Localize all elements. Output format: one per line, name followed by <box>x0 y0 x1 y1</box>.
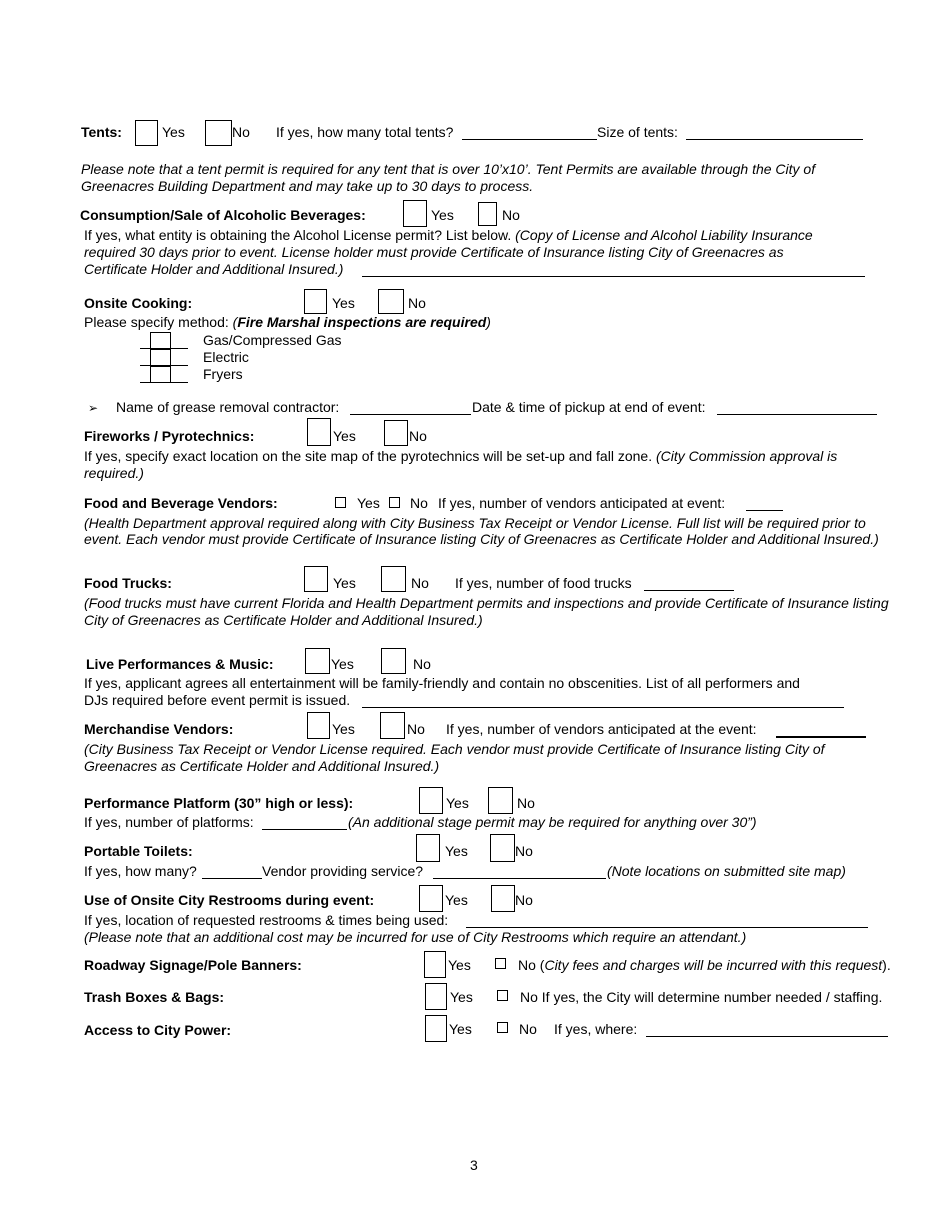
power-no-checkbox[interactable] <box>497 1022 508 1033</box>
tents-size-field[interactable] <box>686 139 863 140</box>
tents-note-line1: Please note that a tent permit is required for any tent that is over 10’x10’. Tent Permits are available through the City of <box>81 161 816 177</box>
merch-label: Merchandise Vendors: <box>84 721 234 737</box>
power-where-field[interactable] <box>646 1036 888 1037</box>
fireworks-note-line2: required.) <box>84 465 144 481</box>
food-vendors-note-line2: event. Each vendor must provide Certificate of Insurance listing City of Greenacres as Certificate Holder and Additional Insured.) <box>84 531 879 547</box>
power-label: Access to City Power: <box>84 1022 232 1038</box>
platform-count-label: If yes, number of platforms: <box>84 814 254 830</box>
food-vendors-yes-checkbox[interactable] <box>335 497 346 508</box>
restrooms-location-label: If yes, location of requested restrooms & times being used: <box>84 912 449 928</box>
platform-yes-label: Yes <box>446 795 469 811</box>
platform-no-label: No <box>517 795 535 811</box>
food-trucks-note-line2: City of Greenacres as Certificate Holder and Additional Insured.) <box>84 612 483 628</box>
trash-no-text: No If yes, the City will determine number needed / staffing. <box>520 989 883 1005</box>
merch-no-label: No <box>407 721 425 737</box>
food-vendors-count-field[interactable] <box>746 510 783 511</box>
food-vendors-no-label: No <box>410 495 428 511</box>
merch-count-field[interactable] <box>776 736 866 738</box>
tents-no-checkbox[interactable] <box>205 120 232 146</box>
grease-contractor-field[interactable] <box>350 414 471 415</box>
food-trucks-no-checkbox[interactable] <box>381 566 406 592</box>
fryers-label: Fryers <box>203 366 243 382</box>
restrooms-yes-checkbox[interactable] <box>419 885 443 912</box>
food-trucks-label: Food Trucks: <box>84 575 172 591</box>
tents-count-field[interactable] <box>462 139 597 140</box>
restrooms-no-label: No <box>515 892 533 908</box>
toilets-count-field[interactable] <box>202 878 262 879</box>
merch-note-line2: Greenacres as Certificate Holder and Additional Insured.) <box>84 758 440 774</box>
tents-yes-label: Yes <box>162 124 185 140</box>
power-yes-checkbox[interactable] <box>425 1015 447 1042</box>
food-trucks-no-label: No <box>411 575 429 591</box>
power-no-label: No <box>519 1021 537 1037</box>
food-vendors-note-line1: (Health Department approval required along with City Business Tax Receipt or Vendor License. Full list will be required prior to <box>84 515 866 531</box>
alcohol-entity-field[interactable] <box>362 276 865 277</box>
food-trucks-yes-label: Yes <box>333 575 356 591</box>
trash-no-checkbox[interactable] <box>497 990 508 1001</box>
food-vendors-no-checkbox[interactable] <box>389 497 400 508</box>
toilets-note: (Note locations on submitted site map) <box>607 863 846 879</box>
toilets-no-label: No <box>515 843 533 859</box>
merch-yes-checkbox[interactable] <box>307 712 330 739</box>
cooking-yes-label: Yes <box>332 295 355 311</box>
alcohol-question: If yes, what entity is obtaining the Alcohol License permit? List below. (Copy of License and Alcohol Liability Insurance <box>84 227 813 243</box>
toilets-vendor-field[interactable] <box>433 878 606 879</box>
alcohol-yes-checkbox[interactable] <box>403 200 427 227</box>
cooking-label: Onsite Cooking: <box>84 295 193 311</box>
trash-yes-label: Yes <box>450 989 473 1005</box>
power-where-label: If yes, where: <box>554 1021 638 1037</box>
live-no-label: No <box>413 656 431 672</box>
tents-note-line2: Greenacres Building Department and may take up to 30 days to process. <box>81 178 534 194</box>
merch-count-label: If yes, number of vendors anticipated at the event: <box>446 721 757 737</box>
bullet-arrow-icon: ➢ <box>88 401 99 415</box>
power-yes-label: Yes <box>449 1021 472 1037</box>
alcohol-no-checkbox[interactable] <box>478 202 497 226</box>
food-trucks-yes-checkbox[interactable] <box>304 566 328 592</box>
tents-no-label: No <box>232 124 250 140</box>
platform-note: (An additional stage permit may be required for anything over 30”) <box>348 814 757 830</box>
merch-no-checkbox[interactable] <box>380 712 405 739</box>
grease-pickup-field[interactable] <box>717 414 877 415</box>
live-yes-label: Yes <box>331 656 354 672</box>
platform-yes-checkbox[interactable] <box>419 787 443 814</box>
fryers-underline <box>140 382 188 383</box>
page-number: 3 <box>470 1157 478 1173</box>
food-trucks-note-line1: (Food trucks must have current Florida and Health Department permits and inspections and provide Certificate of Insurance listing <box>84 595 889 611</box>
fireworks-yes-label: Yes <box>333 428 356 444</box>
fireworks-label: Fireworks / Pyrotechnics: <box>84 428 255 444</box>
live-line2: DJs required before event permit is issued. <box>84 692 351 708</box>
restrooms-note: (Please note that an additional cost may be incurred for use of City Restrooms which require an attendant.) <box>84 929 747 945</box>
alcohol-note-line3: Certificate Holder and Additional Insured.) <box>84 261 344 277</box>
restrooms-yes-label: Yes <box>445 892 468 908</box>
platform-count-field[interactable] <box>262 829 347 830</box>
grease-pickup-label: Date & time of pickup at end of event: <box>472 399 706 415</box>
live-yes-checkbox[interactable] <box>305 648 330 674</box>
electric-label: Electric <box>203 349 249 365</box>
platform-no-checkbox[interactable] <box>488 787 513 814</box>
electric-checkbox[interactable] <box>150 349 171 366</box>
live-no-checkbox[interactable] <box>381 648 406 674</box>
toilets-how-many-label: If yes, how many? <box>84 863 197 879</box>
fireworks-no-checkbox[interactable] <box>384 420 408 446</box>
live-label: Live Performances & Music: <box>86 656 274 672</box>
signage-label: Roadway Signage/Pole Banners: <box>84 957 302 973</box>
toilets-yes-label: Yes <box>445 843 468 859</box>
gas-checkbox[interactable] <box>150 332 171 349</box>
food-vendors-yes-label: Yes <box>357 495 380 511</box>
food-vendors-label: Food and Beverage Vendors: <box>84 495 278 511</box>
gas-label: Gas/Compressed Gas <box>203 332 342 348</box>
restrooms-label: Use of Onsite City Restrooms during event: <box>84 892 375 908</box>
fryers-checkbox[interactable] <box>150 366 171 383</box>
signage-no-text: No (City fees and charges will be incurred with this request). <box>518 957 891 973</box>
cooking-method-prompt: Please specify method: (Fire Marshal inspections are required) <box>84 314 491 330</box>
live-line1: If yes, applicant agrees all entertainment will be family-friendly and contain no obscenities. List of all performers and <box>84 675 800 691</box>
alcohol-yes-label: Yes <box>431 207 454 223</box>
alcohol-label: Consumption/Sale of Alcoholic Beverages: <box>80 207 366 223</box>
signage-yes-checkbox[interactable] <box>424 951 446 978</box>
toilets-vendor-label: Vendor providing service? <box>262 863 424 879</box>
tents-yes-checkbox[interactable] <box>135 120 158 146</box>
cooking-no-checkbox[interactable] <box>378 289 404 314</box>
restrooms-location-field[interactable] <box>466 927 868 928</box>
food-trucks-count-label: If yes, number of food trucks <box>455 575 632 591</box>
fireworks-yes-checkbox[interactable] <box>307 418 331 446</box>
alcohol-no-label: No <box>502 207 520 223</box>
grease-contractor-label: Name of grease removal contractor: <box>116 399 340 415</box>
food-trucks-count-field[interactable] <box>644 590 734 591</box>
toilets-label: Portable Toilets: <box>84 843 193 859</box>
restrooms-no-checkbox[interactable] <box>491 885 515 912</box>
trash-yes-checkbox[interactable] <box>425 983 447 1010</box>
cooking-yes-checkbox[interactable] <box>304 289 327 314</box>
cooking-no-label: No <box>408 295 426 311</box>
alcohol-note-line2: required 30 days prior to event. License holder must provide Certificate of Insurance listing City of Greenacres as <box>84 244 784 260</box>
trash-label: Trash Boxes & Bags: <box>84 989 225 1005</box>
signage-no-checkbox[interactable] <box>495 958 506 969</box>
live-performers-field[interactable] <box>362 707 844 708</box>
fireworks-no-label: No <box>409 428 427 444</box>
food-vendors-count-label: If yes, number of vendors anticipated at event: <box>438 495 726 511</box>
tents-size-label: Size of tents: <box>597 124 678 140</box>
merch-yes-label: Yes <box>332 721 355 737</box>
merch-note-line1: (City Business Tax Receipt or Vendor License required. Each vendor must provide Certificate of Insurance listing City of <box>84 741 825 757</box>
tents-label: Tents: <box>81 124 122 140</box>
tents-how-many-label: If yes, how many total tents? <box>276 124 454 140</box>
platform-label: Performance Platform (30” high or less): <box>84 795 354 811</box>
signage-yes-label: Yes <box>448 957 471 973</box>
toilets-no-checkbox[interactable] <box>490 834 515 862</box>
fireworks-question: If yes, specify exact location on the site map of the pyrotechnics will be set-up and fall zone. (City Commission approval is <box>84 448 838 464</box>
toilets-yes-checkbox[interactable] <box>416 834 440 862</box>
